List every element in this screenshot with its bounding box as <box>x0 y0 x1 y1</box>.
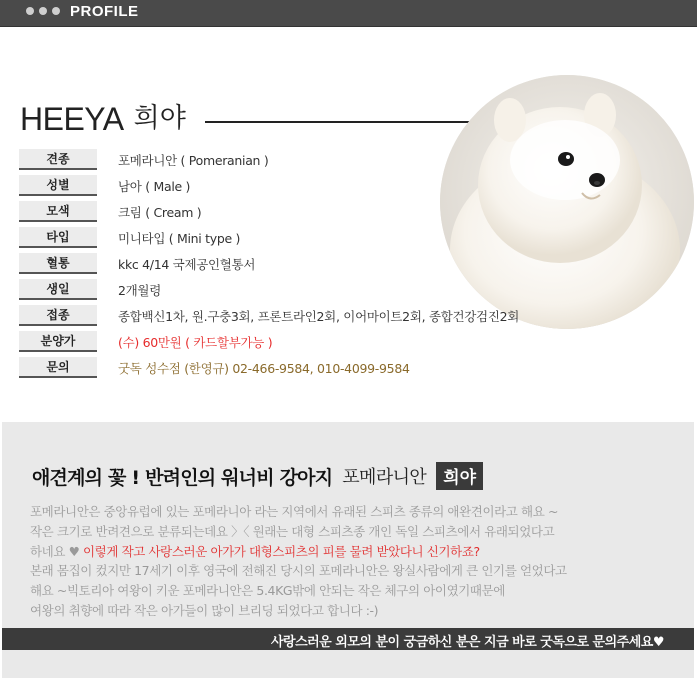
pet-name-korean: 희야 <box>133 103 186 134</box>
description-line: 해요 ~빅토리아 여왕이 키운 포메라니안은 5.4KG밖에 안되는 작은 체구의 아이였기때문에 <box>30 583 505 599</box>
info-label: 분양가 <box>19 331 97 352</box>
pet-name-english: HEEYA <box>20 101 124 137</box>
info-label: 모색 <box>19 201 97 222</box>
description-text: 하네요 ♥ <box>30 543 83 559</box>
info-row-type <box>19 226 619 252</box>
intro-section <box>2 422 694 678</box>
info-value: 포메라니안 ( Pomeranian ) <box>118 153 269 168</box>
price-value: (수) 60만원 ( 카드할부가능 ) <box>118 335 273 350</box>
headline-breed: 포메라니안 <box>342 467 427 488</box>
description-line: 포메라니안은 중앙유럽에 있는 포메라니아 라는 지역에서 유래된 스피츠 종류의 애완견이라고 해요 ~ <box>30 504 559 519</box>
info-label: 성별 <box>19 175 97 196</box>
info-value: 종합백신1차, 원.구충3회, 프론트라인2회, 이어마이트2회, 종합건강검진2회 <box>118 309 520 324</box>
profile-header-bar <box>0 0 697 27</box>
contact-value: 굿독 성수점 (한영규) 02-466-9584, 010-4099-9584 <box>118 361 410 376</box>
info-value: kkc 4/14 국제공인혈통서 <box>118 257 256 272</box>
info-label: 문의 <box>19 357 97 378</box>
intro-description <box>30 502 670 621</box>
header-dot <box>39 7 47 15</box>
header-title: PROFILE <box>70 3 139 20</box>
info-row-pedigree <box>19 252 619 278</box>
profile-info-table <box>19 148 619 382</box>
contact-banner-text: 사랑스러운 외모의 분이 궁금하신 분은 지금 바로 굿독으로 문의주세요♥ <box>270 635 664 650</box>
info-row-price <box>19 330 619 356</box>
info-label: 혈통 <box>19 253 97 274</box>
info-value: 남아 ( Male ) <box>118 179 191 194</box>
description-line: 작은 크기로 반려견으로 분류되는데요 〉〈 원래는 대형 스피츠종 개인 독일 스피츠에서 유래되었다고 <box>30 523 555 539</box>
info-row-color <box>19 200 619 226</box>
info-label: 접종 <box>19 305 97 326</box>
info-value: 미니타입 ( Mini type ) <box>118 231 241 246</box>
intro-headline <box>32 462 483 490</box>
headline-name-tag: 희야 <box>436 462 483 490</box>
info-row-birthday <box>19 278 619 304</box>
info-row-contact <box>19 356 619 382</box>
description-highlight: 이렇게 작고 사랑스러운 아가가 대형스피츠의 피를 물려 받았다니 신기하죠? <box>82 543 480 559</box>
info-row-sex <box>19 174 619 200</box>
description-line: 본래 몸집이 컸지만 17세기 이후 영국에 전해진 당시의 포메라니안은 왕실사람에게 큰 인기를 얻었다고 <box>30 563 567 579</box>
pet-name <box>20 102 186 136</box>
contact-banner <box>2 628 694 650</box>
name-divider <box>205 121 470 123</box>
headline-main: 애견계의 꽃 ! 반려인의 워너비 강아지 <box>32 466 333 489</box>
description-line: 여왕의 취향에 따라 작은 아가들이 많이 브리딩 되었다고 합니다 :-) <box>30 602 379 618</box>
header-dot <box>26 7 34 15</box>
info-label: 견종 <box>19 149 97 170</box>
header-dots <box>26 7 60 15</box>
description-line <box>30 542 670 562</box>
info-label: 타입 <box>19 227 97 248</box>
info-label: 생일 <box>19 279 97 300</box>
info-row-vaccination <box>19 304 619 330</box>
info-row-breed <box>19 148 619 174</box>
info-value: 크림 ( Cream ) <box>118 205 202 220</box>
header-dot <box>52 7 60 15</box>
info-value: 2개월령 <box>118 283 161 298</box>
